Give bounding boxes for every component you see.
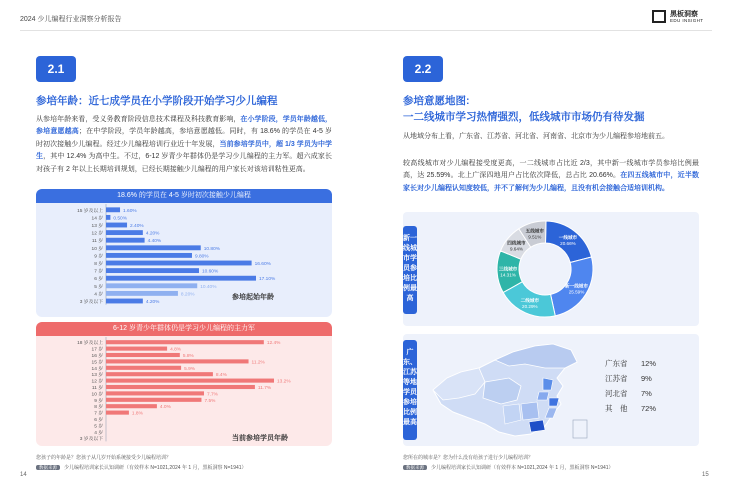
y-tick-label: 5 岁 — [94, 424, 103, 430]
data-label: 7.5% — [204, 398, 216, 404]
bar — [106, 261, 252, 266]
left-paragraph — [36, 114, 332, 176]
section-badge-left: 2.1 — [36, 56, 76, 82]
data-label: 8.20% — [180, 292, 195, 298]
slice-category-label: 二线城市 — [520, 297, 540, 303]
map-legend-row — [605, 371, 695, 386]
data-label: 1.8% — [131, 411, 143, 417]
china-map — [425, 338, 595, 444]
bar — [106, 411, 129, 415]
section-title-right-line1: 参培意愿地图: — [403, 95, 470, 107]
bar — [106, 276, 256, 281]
left-footer-source — [36, 464, 247, 471]
map-legend-value: 12% — [641, 359, 657, 368]
chart-start-age-caption: 参培起始年龄 — [232, 294, 274, 301]
y-tick-label: 4 岁 — [94, 430, 103, 436]
chart-start-age-panel — [36, 189, 332, 317]
y-tick-label: 9 岁 — [94, 254, 103, 260]
bar — [106, 359, 249, 363]
data-label: 13.2% — [277, 379, 291, 385]
bar — [106, 207, 120, 212]
bar — [106, 366, 181, 370]
map-guangdong — [529, 420, 545, 432]
right-paragraph-1: 从地域分布上看，广东省、江苏省、河北省、河南省、北京市为少儿编程参培地前五。 — [403, 133, 669, 140]
map-henan — [537, 392, 549, 400]
data-label: 10.80% — [203, 246, 221, 252]
y-tick-label: 7 岁 — [94, 269, 103, 275]
data-label: 4.20% — [145, 300, 160, 305]
data-label: 5.8% — [182, 354, 194, 359]
slice-category-label: 一线城市 — [558, 234, 578, 240]
data-label: 12.4% — [266, 341, 281, 347]
map-side-label: 广东、江苏等地学员参培比例最高 — [403, 340, 417, 440]
y-tick-label: 9 岁 — [94, 398, 103, 404]
bar — [106, 291, 178, 296]
bar — [106, 238, 145, 243]
page-number-left: 14 — [20, 472, 27, 478]
left-para-segment: 从参培年龄来看，受义务教育阶段信息技术课程及科技教育影响， — [36, 116, 241, 123]
map-legend-value: 9% — [641, 374, 652, 383]
chart-start-age — [36, 203, 332, 317]
bar — [106, 245, 201, 250]
data-label: 5.9% — [184, 366, 196, 372]
source-tag: 数据来源 — [403, 465, 427, 470]
data-label: 4.8% — [170, 347, 182, 353]
donut-side-label: 新一线城市学员参培比例最高 — [403, 226, 417, 314]
page-number-right: 15 — [702, 472, 709, 478]
bar — [106, 253, 192, 258]
header-divider — [20, 30, 712, 31]
y-tick-label: 17 岁 — [91, 347, 103, 353]
y-tick-label: 10 岁 — [91, 246, 103, 252]
slice-value-label: 25.59% — [568, 289, 585, 295]
bar — [106, 379, 274, 383]
right-para-segment: 在四五线城市中，近半数家长对少儿编程认知度较低，并不了解何为少儿编程，且没有机会接触合适培训机构。 — [403, 172, 700, 192]
slice-value-label: 20.29% — [522, 303, 538, 309]
map-legend-row — [605, 386, 695, 401]
donut-panel — [403, 212, 699, 326]
y-tick-label: 11 岁 — [91, 239, 103, 245]
y-tick-label: 18 岁及以上 — [77, 341, 103, 347]
map-legend-value: 72% — [641, 404, 657, 413]
slice-category-label: 五线城市 — [525, 228, 545, 234]
left-para-segment: 在小学阶段，学员年龄越低，参培意愿越高 — [36, 116, 333, 136]
bar — [106, 230, 143, 235]
map-legend-row — [605, 401, 695, 416]
brand-logo — [652, 9, 714, 25]
map-hebei — [543, 378, 553, 390]
map-legend-row — [605, 356, 695, 371]
y-tick-label: 8 岁 — [94, 262, 103, 267]
bar — [106, 347, 167, 351]
right-paragraph-2 — [403, 158, 699, 195]
map-jiangsu — [549, 398, 559, 406]
logo-text-cn: 黑板洞察 — [670, 11, 698, 18]
left-para-segment: ；在中学阶段，学员年龄越高，参培意愿越低。同时，有 18.6% 的学员在 4-5 岁时初次接触少儿编程。经过少儿编程培训行业近十年发展， — [36, 128, 333, 148]
left-para-segment: ，其中 12.4% 为高中生。不过，6-12 岁青少年群体仍是学习少儿编程的主力军。超六成家长对孩子有 2 年以上长期培训规划，已经长期接触少儿编程的用户家长对该培训粘性更高。 — [36, 153, 333, 173]
data-label: 4.0% — [159, 405, 171, 411]
y-tick-label: 12 岁 — [91, 231, 103, 237]
slice-category-label: 四线城市 — [507, 240, 526, 246]
data-label: 4.40% — [147, 239, 162, 245]
source-tag: 数据来源 — [36, 465, 60, 470]
y-tick-label: 15 岁 — [91, 360, 103, 366]
bar — [106, 299, 143, 304]
data-label: 16.60% — [254, 262, 271, 267]
y-tick-label: 13 岁 — [91, 224, 103, 229]
data-label: 8.4% — [215, 373, 227, 379]
left-para-segment: 当前参培学员中，超 1/3 学员为中学生 — [36, 140, 333, 161]
bar — [106, 353, 180, 357]
map-legend-value: 7% — [641, 389, 652, 398]
source-text: 少儿编程培训家长认知调研（有效样本 N=1021,2024 年 1 月，黑板洞察 N=1941） — [431, 465, 614, 471]
map-legend-province: 广东省 — [605, 359, 628, 368]
data-label: 2.40% — [130, 224, 144, 229]
right-footer-question: 您所在的城市是？您为什么没有给孩子进行少儿编程培训？ — [403, 455, 534, 461]
data-label: 9.80% — [194, 254, 209, 260]
slice-value-label: 20.66% — [560, 240, 576, 246]
y-tick-label: 7 岁 — [94, 411, 103, 417]
bar — [106, 340, 264, 344]
logo-icon — [652, 10, 666, 23]
report-title: 2024 少儿编程行业洞察分析报告 — [20, 16, 122, 23]
data-label: 1.60% — [123, 208, 137, 214]
y-tick-label: 10 岁 — [91, 392, 103, 398]
y-tick-label: 4 岁 — [94, 292, 103, 298]
map-legend-province: 江苏省 — [605, 374, 628, 383]
section-badge-right: 2.2 — [403, 56, 443, 82]
bar — [106, 398, 201, 402]
y-tick-label: 5 岁 — [94, 284, 103, 290]
slice-category-label: 三线城市 — [498, 266, 518, 272]
map-legend-province: 河北省 — [605, 389, 628, 398]
right-footer-source — [403, 464, 614, 471]
y-tick-label: 8 岁 — [94, 405, 103, 411]
right-para-segment: 较高线城市对少儿编程接受度更高，一二线城市占比近 2/3，其中新一线城市学员参培比例最高，达 25.59%。北上广深四地用户占比依次降低，总占比 20.66%。 — [403, 160, 699, 180]
bar — [106, 223, 127, 228]
bar — [106, 268, 199, 273]
y-tick-label: 16 岁 — [91, 354, 103, 359]
bar — [106, 215, 110, 220]
y-tick-label: 6 岁 — [94, 418, 103, 423]
data-label: 10.60% — [201, 269, 219, 275]
slice-value-label: 14.31% — [500, 272, 516, 278]
bar — [106, 385, 255, 389]
chart-current-age-panel — [36, 322, 332, 446]
data-label: 11.7% — [257, 386, 272, 391]
data-label: 7.7% — [207, 392, 218, 398]
chart-current-age — [36, 336, 332, 446]
y-tick-label: 3 岁及以下 — [79, 300, 103, 305]
data-label: 17.10% — [259, 277, 276, 283]
slice-value-label: 9.64% — [509, 246, 523, 252]
slice-category-label: 新一线城市 — [565, 283, 589, 289]
slice-value-label: 9.51% — [528, 234, 542, 240]
data-label: 11.2% — [251, 360, 265, 366]
logo-text-en: EDU INSIGHT — [670, 18, 704, 23]
map-inset-box — [573, 420, 587, 438]
y-tick-label: 12 岁 — [91, 379, 103, 385]
y-tick-label: 15 岁及以上 — [77, 208, 103, 214]
map-legend-province: 其 他 — [605, 404, 628, 413]
source-text: 少儿编程培训家长认知调研（有效样本 N=1021,2024 年 1 月，黑板洞察 N=1941） — [64, 465, 247, 471]
left-footer-question: 您孩子的年龄是？您孩子从几岁开始系统接受少儿编程培训？ — [36, 455, 172, 461]
section-title-left: 参培年龄：近七成学员在小学阶段开始学习少儿编程 — [36, 95, 278, 107]
map-legend — [605, 356, 695, 416]
chart-city-tier-donut — [483, 214, 613, 324]
y-tick-label: 11 岁 — [91, 386, 103, 391]
y-tick-label: 13 岁 — [91, 373, 103, 379]
chart-current-age-title: 6-12 岁青少年群体仍是学习少儿编程的主力军 — [36, 322, 332, 336]
data-label: 4.20% — [145, 231, 160, 237]
y-tick-label: 3 岁及以下 — [79, 437, 103, 443]
bar — [106, 391, 204, 395]
y-tick-label: 6 岁 — [94, 277, 103, 283]
y-tick-label: 14 岁 — [91, 366, 103, 372]
chart-start-age-title: 18.6% 的学员在 4-5 岁时初次接触少儿编程 — [36, 189, 332, 203]
section-title-right-line2: 一二线城市学习热情强烈，低线城市市场仍有待发掘 — [403, 111, 645, 123]
bar — [106, 372, 213, 376]
bar — [106, 404, 157, 408]
data-label: 0.50% — [113, 216, 127, 222]
y-tick-label: 14 岁 — [91, 216, 103, 222]
map-panel — [403, 334, 699, 446]
bar — [106, 283, 197, 288]
data-label: 10.40% — [200, 284, 217, 290]
chart-current-age-caption: 当前参培学员年龄 — [232, 435, 288, 442]
